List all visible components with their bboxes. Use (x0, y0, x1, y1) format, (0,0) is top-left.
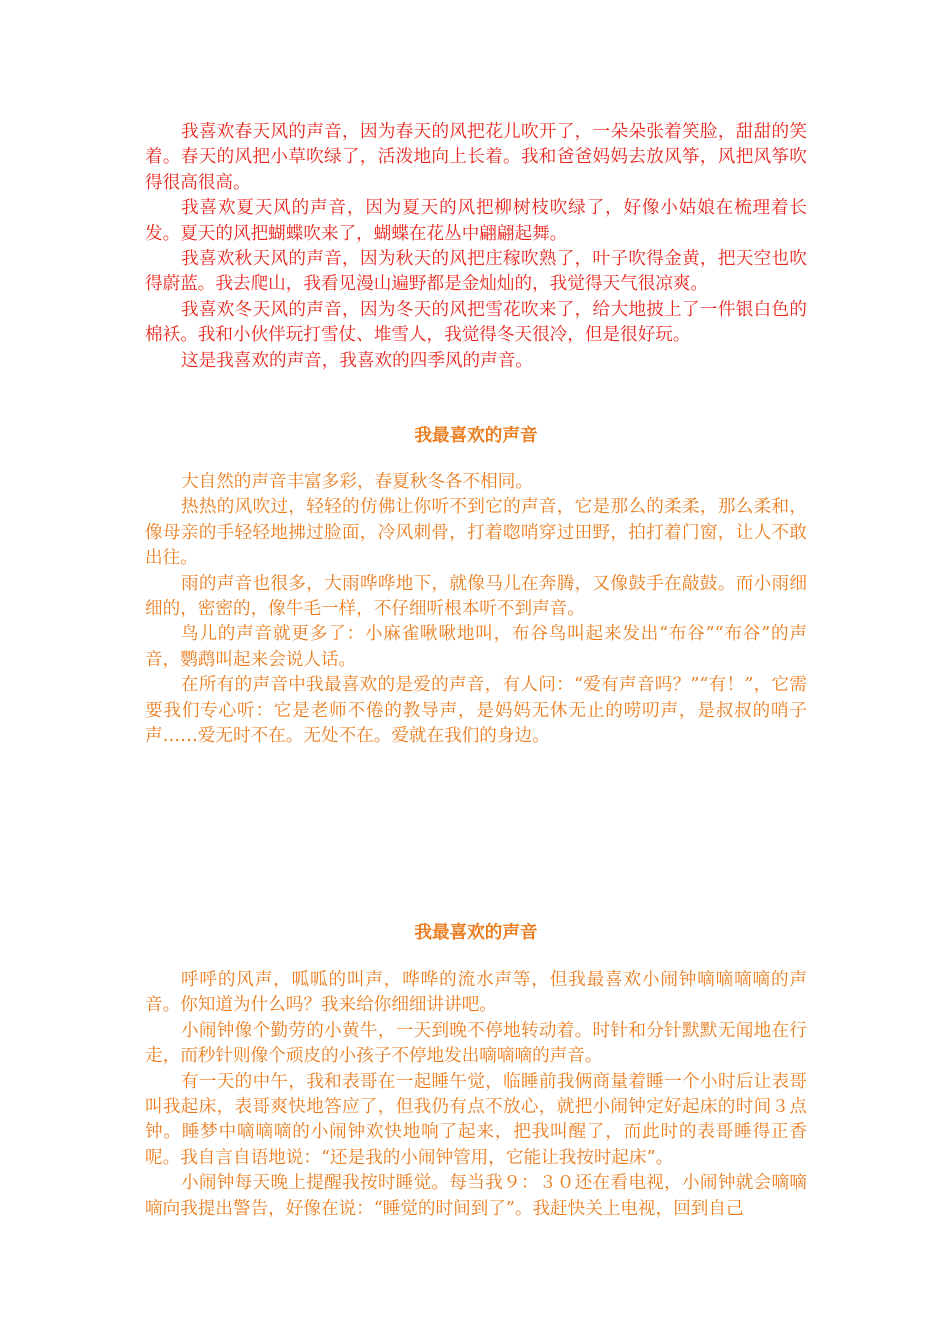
paragraph-clock-description: 小闹钟像个勤劳的小黄牛，一天到晚不停地转动着。时针和分针默默无闻地在行走，而秒针则像个顽皮的小孩子不停地发出嘀嘀嘀的声音。 (145, 1020, 807, 1067)
paragraph-intro: 大自然的声音丰富多彩，春夏秋冬各不相同。 (181, 472, 533, 492)
paragraph-wind: 热热的风吹过，轻轻的仿佛让你听不到它的声音，它是那么的柔柔，那么柔和，像母亲的手轻轻地拂过脸面，冷风刺骨，打着唿哨穿过田野，拍打着门窗，让人不敢出往。 (145, 497, 807, 569)
essay-title-nature-sounds: 我最喜欢的声音 (414, 425, 538, 446)
paragraph-nap-story: 有一天的中午，我和表哥在一起睡午觉，临睡前我俩商量着睡一个小时后让表哥叫我起床，表哥爽快地答应了，但我仍有点不放心，就把小闹钟定好起床的时间３点钟。睡梦中嘀嘀嘀的小闹钟欢快地响了起来，把我叫醒了，而此时的表哥睡得正香呢。我自言自语地说：“还是我的小闹钟管用，它能让我按时起床”。 (145, 1071, 807, 1168)
paragraph-autumn: 我喜欢秋天风的声音，因为秋天的风把庄稼吹熟了，叶子吹得金黄，把天空也吹得蔚蓝。我去爬山，我看见漫山遍野都是金灿灿的，我觉得天气很凉爽。 (145, 249, 807, 295)
paragraph-intro: 呼呼的风声，呱呱的叫声，哗哗的流水声等，但我最喜欢小闹钟嘀嘀嘀嘀的声音。你知道为什么吗？我来给你细细讲讲吧。 (145, 970, 807, 1016)
paragraph-summer: 我喜欢夏天风的声音，因为夏天的风把柳树枝吹绿了，好像小姑娘在梳理着长发。夏天的风把蝴蝶吹来了，蝴蝶在花丛中翩翩起舞。 (145, 198, 807, 244)
paragraph-love: 在所有的声音中我最喜欢的是爱的声音，有人问：“爱有声音吗？”“有！”，它需要我们专心听：它是老师不倦的教导声，是妈妈无休无止的唠叨声，是叔叔的哨子声……爱无时不在。无处不在。爱就在我们的身边。 (145, 675, 807, 747)
four-seasons-wind-essay (145, 120, 807, 374)
paragraph-winter: 我喜欢冬天风的声音，因为冬天的风把雪花吹来了，给大地披上了一件银白色的棉袄。我和小伙伴玩打雪仗、堆雪人，我觉得冬天很冷，但是很好玩。 (145, 299, 807, 346)
alarm-clock-essay (145, 968, 807, 1222)
paragraph-bedtime: 小闹钟每天晚上提醒我按时睡觉。每当我９：３０还在看电视，小闹钟就会嘀嘀嘀向我提出警告，好像在说：“睡觉的时间到了”。我赶快关上电视，回到自己 (145, 1173, 807, 1219)
nature-sounds-essay (145, 470, 807, 749)
paragraph-spring: 我喜欢春天风的声音，因为春天的风把花儿吹开了，一朵朵张着笑脸，甜甜的笑着。春天的风把小草吹绿了，活泼地向上长着。我和爸爸妈妈去放风筝，风把风筝吹得很高很高。 (145, 122, 807, 193)
paragraph-conclusion: 这是我喜欢的声音，我喜欢的四季风的声音。 (181, 350, 533, 371)
paragraph-rain: 雨的声音也很多，大雨哗哗地下，就像马儿在奔腾，又像鼓手在敲鼓。而小雨细细的，密密的，像牛毛一样，不仔细听根本听不到声音。 (145, 573, 807, 620)
essay-title-alarm-clock: 我最喜欢的声音 (414, 922, 538, 943)
paragraph-birds: 鸟儿的声音就更多了：小麻雀啾啾地叫，布谷鸟叫起来发出“布谷”“布谷”的声音，鹦鹉叫起来会说人话。 (145, 624, 807, 670)
